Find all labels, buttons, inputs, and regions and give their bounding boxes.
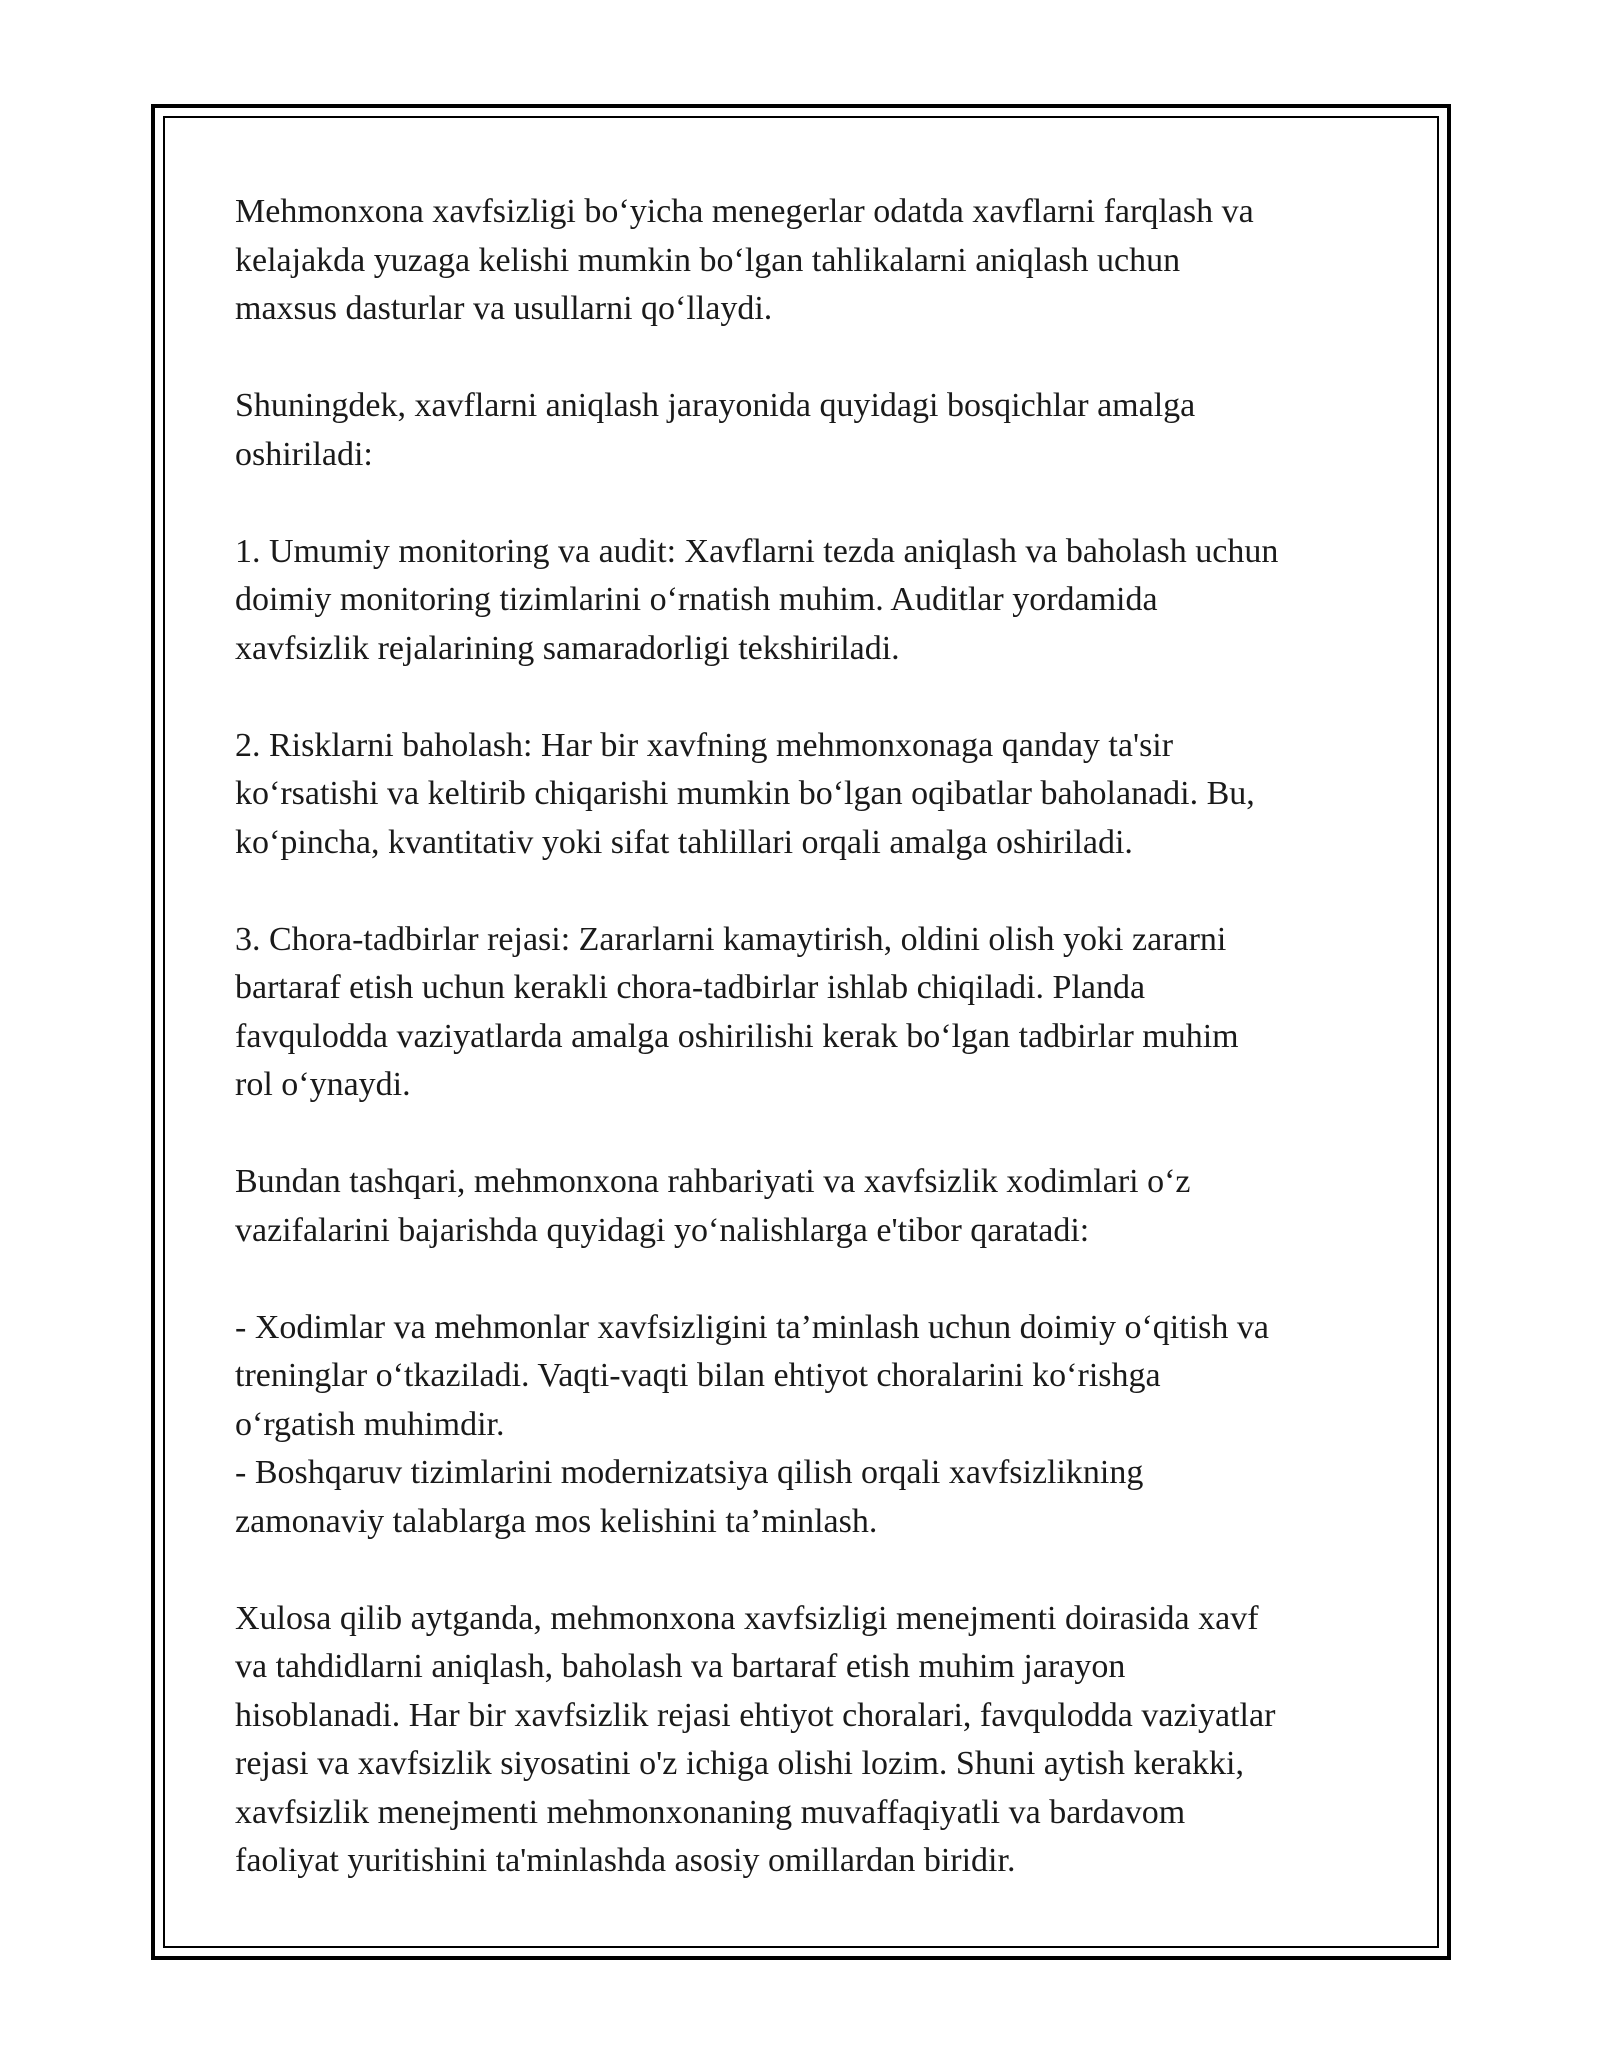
paragraph-stage-3 — [235, 916, 1385, 1110]
paragraph-directions-list — [235, 1304, 1385, 1547]
text-line: favqulodda vaziyatlarda amalga oshirilishi kerak bo‘lgan tadbirlar muhim — [235, 1017, 1239, 1055]
text-line: o‘rgatish muhimdir. — [235, 1405, 505, 1443]
paragraph-stage-2 — [235, 722, 1385, 868]
paragraph-directions-intro — [235, 1158, 1385, 1255]
text-line: bartaraf etish uchun kerakli chora-tadbirlar ishlab chiqiladi. Planda — [235, 969, 1146, 1006]
text-line: vazifalarini bajarishda quyidagi yo‘nalishlarga e'tibor qaratadi: — [235, 1211, 1090, 1249]
paragraph-intro — [235, 188, 1385, 334]
text-line: faoliyat yuritishini ta'minlashda asosiy omillardan biridir. — [235, 1842, 1016, 1879]
paragraph-conclusion — [235, 1595, 1385, 1886]
text-line: rol o‘ynaydi. — [235, 1066, 411, 1103]
text-line: hisoblanadi. Har bir xavfsizlik rejasi ehtiyot choralari, favqulodda vaziyatlar — [235, 1696, 1276, 1734]
text-line: - Xodimlar va mehmonlar xavfsizligini ta’minlash uchun doimiy o‘qitish va — [235, 1308, 1269, 1346]
text-line: Mehmonxona xavfsizligi bo‘yicha menegerlar odatda xavflarni farqlash va — [235, 193, 1254, 230]
paragraph-stage-1 — [235, 528, 1385, 674]
text-line: ko‘pincha, kvantitativ yoki sifat tahlillari orqali amalga oshiriladi. — [235, 823, 1133, 861]
text-line: 2. Risklarni baholash: Har bir xavfning mehmonxonaga qanday ta'sir — [235, 726, 1174, 764]
text-line: 1. Umumiy monitoring va audit: Xavflarni tezda aniqlash va baholash uchun — [235, 532, 1279, 570]
text-line: - Boshqaruv tizimlarini modernizatsiya qilish orqali xavfsizlikning — [235, 1454, 1144, 1491]
text-line: treninglar o‘tkaziladi. Vaqti-vaqti bilan ehtiyot choralarini ko‘rishga — [235, 1357, 1161, 1394]
text-line: xavfsizlik menejmenti mehmonxonaning muvaffaqiyatli va bardavom — [235, 1793, 1186, 1831]
text-line: doimiy monitoring tizimlarini o‘rnatish muhim. Auditlar yordamida — [235, 581, 1158, 618]
text-line: ko‘rsatishi va keltirib chiqarishi mumkin bo‘lgan oqibatlar baholanadi. Bu, — [235, 775, 1255, 812]
text-line: va tahdidlarni aniqlash, baholash va bartaraf etish muhim jarayon — [235, 1648, 1126, 1685]
text-line: Shuningdek, xavflarni aniqlash jarayonida quyidagi bosqichlar amalga — [235, 387, 1196, 424]
text-line: 3. Chora-tadbirlar rejasi: Zararlarni kamaytirish, oldini olish yoki zararni — [235, 920, 1227, 958]
text-line: oshiriladi: — [235, 435, 373, 473]
text-line: kelajakda yuzaga kelishi mumkin bo‘lgan tahlikalarni aniqlash uchun — [235, 241, 1181, 279]
paragraph-stages-intro — [235, 382, 1385, 479]
text-line: Bundan tashqari, mehmonxona rahbariyati va xavfsizlik xodimlari o‘z — [235, 1163, 1191, 1200]
text-line: Xulosa qilib aytganda, mehmonxona xavfsizligi menejmenti doirasida xavf — [235, 1599, 1259, 1637]
text-line: maxsus dasturlar va usullarni qo‘llaydi. — [235, 290, 773, 327]
text-line: zamonaviy talablarga mos kelishini ta’minlash. — [235, 1502, 878, 1540]
document-body — [235, 188, 1385, 1934]
text-line: xavfsizlik rejalarining samaradorligi tekshiriladi. — [235, 629, 900, 667]
text-line: rejasi va xavfsizlik siyosatini o'z ichiga olishi lozim. Shuni aytish kerakki, — [235, 1745, 1244, 1782]
